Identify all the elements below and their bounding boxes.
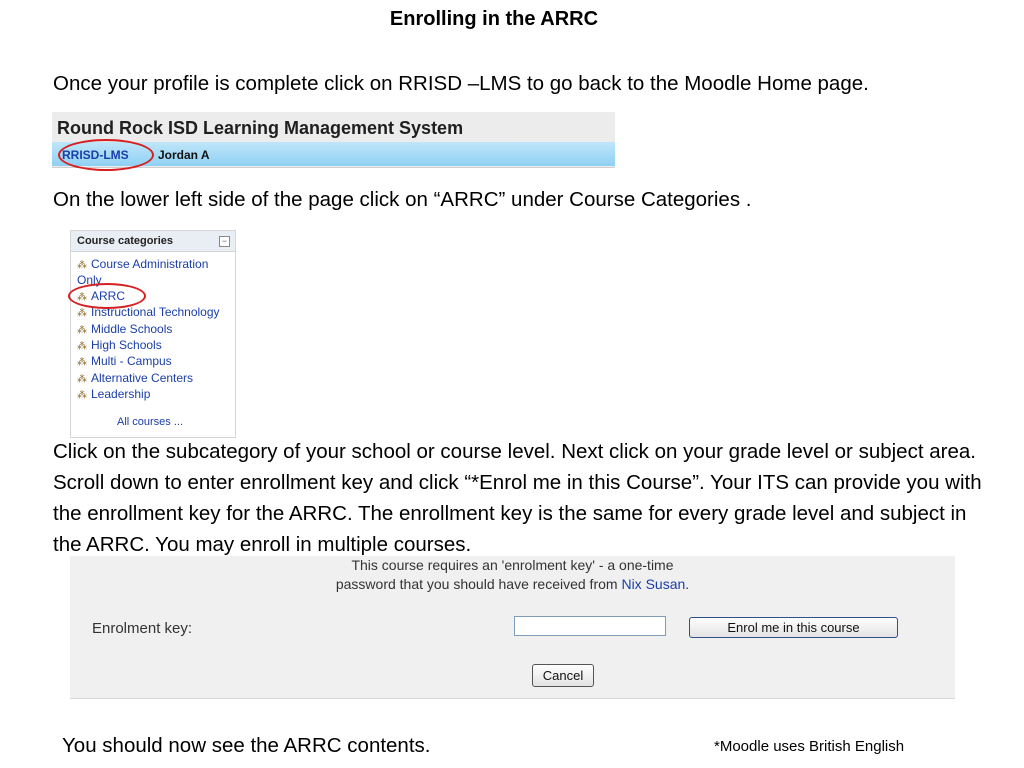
course-categories-header xyxy=(71,231,235,252)
category-label: Course Administration Only xyxy=(77,257,209,288)
category-label: Alternative Centers xyxy=(91,370,194,385)
footer-note: You should now see the ARRC contents. xyxy=(62,734,431,757)
category-icon: ⁂ xyxy=(77,357,87,369)
all-courses-link[interactable]: All courses ... xyxy=(117,416,184,428)
course-categories-heading: Course categories xyxy=(77,235,173,247)
category-icon: ⁂ xyxy=(77,324,87,336)
lms-site-title: Round Rock ISD Learning Management System xyxy=(57,118,464,138)
category-icon: ⁂ xyxy=(77,373,87,385)
teacher-name-link[interactable]: Nix Susan xyxy=(621,576,686,592)
category-item-high-schools[interactable] xyxy=(77,338,233,354)
collapse-icon[interactable]: − xyxy=(219,236,230,247)
category-list xyxy=(77,257,233,404)
enrolment-form xyxy=(70,556,955,699)
message-period: . xyxy=(685,576,690,592)
category-label: Multi - Campus xyxy=(91,354,172,369)
enrolment-key-label: Enrolment key: xyxy=(92,620,193,637)
category-label: Leadership xyxy=(91,387,151,402)
british-english-note: *Moodle uses British English xyxy=(714,738,905,755)
enrol-button[interactable]: Enrol me in this course xyxy=(689,617,898,638)
instruction-step-1: Once your profile is complete click on RRISD –LMS to go back to the Moodle Home page. xyxy=(53,72,869,95)
category-item-middle-schools[interactable] xyxy=(77,322,233,338)
highlight-circle xyxy=(58,139,154,171)
user-name: Jordan A xyxy=(158,148,210,162)
enrolment-message xyxy=(70,556,955,594)
category-label: Middle Schools xyxy=(91,321,173,336)
category-label: High Schools xyxy=(91,338,162,353)
enrolment-key-input[interactable] xyxy=(514,616,666,636)
category-item-alternative-centers[interactable] xyxy=(77,371,233,387)
category-icon: ⁂ xyxy=(77,341,87,353)
instruction-step-3: Click on the subcategory of your school or course level. Next click on your grade level or subject area. Scroll down to enter enrollment key and click “*Enrol me in this Course”. Your ITS can provide you with the enrollment key for the ARRC. The enrollment key is the same for every grade level and subject in the ARRC. You may enroll in multiple courses. xyxy=(53,440,982,556)
rrisd-lms-home-link[interactable]: RRISD-LMS xyxy=(62,148,129,162)
category-icon: ⁂ xyxy=(77,308,87,320)
page-title: Enrolling in the ARRC xyxy=(389,8,599,30)
category-item-multi-campus[interactable] xyxy=(77,354,233,370)
category-label: Instructional Technology xyxy=(91,305,220,320)
category-label: ARRC xyxy=(91,288,126,303)
course-categories-block xyxy=(70,230,236,438)
highlight-circle xyxy=(68,283,146,309)
category-icon: ⁂ xyxy=(77,291,87,303)
cancel-button[interactable]: Cancel xyxy=(532,664,594,687)
enrolment-message-line-2 xyxy=(70,575,955,594)
enrolment-message-line-1: This course requires an 'enrolment key' - a one-time xyxy=(351,557,674,573)
category-item-leadership[interactable] xyxy=(77,387,233,403)
category-icon: ⁂ xyxy=(77,390,87,402)
lms-header-screenshot xyxy=(52,112,615,168)
instruction-step-2: On the lower left side of the page click on “ARRC” under Course Categories . xyxy=(53,188,752,211)
enrolment-message-prefix: password that you should have received from xyxy=(335,576,618,592)
category-icon: ⁂ xyxy=(77,260,87,271)
